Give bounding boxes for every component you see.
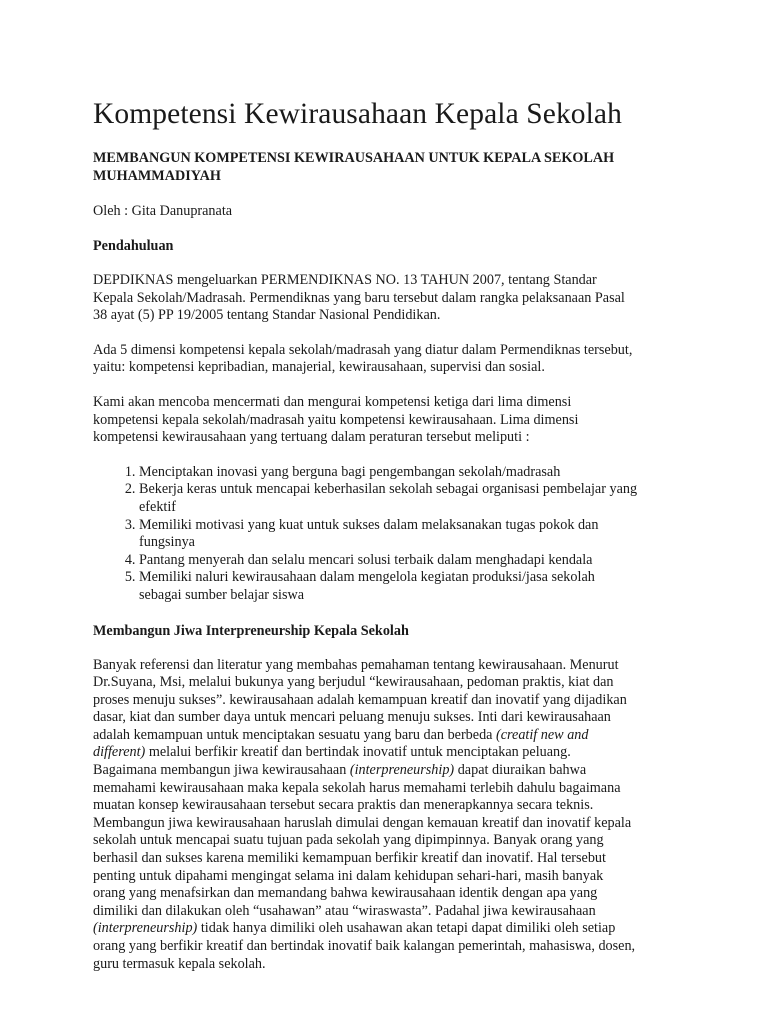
paragraph-line: Dr.Suyana, Msi, melalui bukunya yang berjudul “kewirausahaan, pedoman praktis, kiat dan bbox=[93, 674, 614, 691]
paragraph-line: 38 ayat (5) PP 19/2005 tentang Standar Nasional Pendidikan. bbox=[93, 307, 441, 324]
list-item bbox=[139, 481, 693, 516]
competency-list bbox=[93, 464, 693, 605]
italic-text-run: (interpreneurship) bbox=[93, 920, 198, 937]
list-item-line: sebagai sumber belajar siswa bbox=[139, 586, 305, 603]
list-item-line: 4. Pantang menyerah dan selalu mencari solusi terbaik dalam menghadapi kendala bbox=[139, 551, 593, 568]
paragraph-line: dimiliki dan dilakukan oleh “usahawan” atau “wiraswasta”. Padahal jiwa kewirausahaan bbox=[93, 902, 596, 919]
paragraph-line bbox=[93, 744, 693, 762]
document-subtitle bbox=[93, 149, 693, 185]
paragraph-line: kompetensi kewirausahaan yang tertuang dalam peraturan tersebut meliputi : bbox=[93, 429, 530, 446]
paragraph-line bbox=[93, 727, 693, 745]
paragraph-line: berhasil dan sukses karena memiliki kemampuan berfikir kreatif dan inovatif. Hal tersebut bbox=[93, 850, 606, 867]
paragraph-line: Membangun jiwa kewirausahaan haruslah dimulai dengan kemauan kreatif dan inovatif kepala bbox=[93, 814, 632, 831]
paragraph-line: penting untuk dipahami mengingat selama ini dalam kehidupan sehari-hari, masih banyak bbox=[93, 867, 604, 884]
author-byline: Oleh : Gita Danupranata bbox=[93, 203, 233, 219]
paragraph-line: muatan konsep kewirausahaan tersebut secara praktis dan menerapkannya secara teknis. bbox=[93, 797, 594, 814]
paragraph-line: Ada 5 dimensi kompetensi kepala sekolah/madrasah yang diatur dalam Permendiknas tersebut, bbox=[93, 341, 633, 358]
paragraph-line: proses menuju sukses”. kewirausahaan adalah kemampuan kreatif dan inovatif yang dijadikan bbox=[93, 691, 627, 708]
paragraph-line: orang yang berfikir kreatif dan bertindak inovatif baik kalangan pemerintah, mahasiswa, dosen, bbox=[93, 938, 636, 954]
list-item-line: 2. Bekerja keras untuk mencapai keberhasilan sekolah sebagai organisasi pembelajar yang bbox=[139, 481, 638, 498]
paragraph-3 bbox=[93, 394, 693, 447]
subtitle-line: MEMBANGUN KOMPETENSI KEWIRAUSAHAAN UNTUK KEPALA SEKOLAH bbox=[93, 150, 615, 166]
subtitle-line: MUHAMMADIYAH bbox=[93, 168, 221, 184]
paragraph-2 bbox=[93, 342, 693, 377]
list-item-line: 3. Memiliki motivasi yang kuat untuk sukses dalam melaksanakan tugas pokok dan bbox=[139, 516, 599, 533]
paragraph-line: DEPDIKNAS mengeluarkan PERMENDIKNAS NO. 13 TAHUN 2007, tentang Standar bbox=[93, 272, 597, 288]
paragraph-4 bbox=[93, 657, 693, 974]
paragraph-line: dasar, kiat dan sumber daya untuk mencari peluang menuju sukses. Inti dari kewirausahaan bbox=[93, 709, 611, 726]
list-item-line: fungsinya bbox=[139, 534, 195, 551]
paragraph-line: Banyak referensi dan literatur yang membahas pemahaman tentang kewirausahaan. Menurut bbox=[93, 656, 619, 673]
italic-text-run: (creatif new and bbox=[496, 726, 589, 743]
section-heading-pendahuluan: Pendahuluan bbox=[93, 238, 174, 254]
paragraph-line: sekolah untuk mencapai suatu tujuan pada sekolah yang dipimpinnya. Banyak orang yang bbox=[93, 832, 604, 849]
list-item bbox=[139, 552, 693, 570]
document-content bbox=[93, 96, 693, 973]
section-heading-interpreneurship: Membangun Jiwa Interpreneurship Kepala Sekolah bbox=[93, 622, 409, 639]
text-run: tidak hanya dimiliki oleh usahawan akan tetapi dapat dimiliki oleh setiap bbox=[197, 920, 616, 937]
italic-text-run: different) bbox=[93, 744, 146, 761]
paragraph-line: orang yang menafsirkan dan memandang bahwa kewirausahaan identik dengan apa yang bbox=[93, 885, 598, 902]
text-run: adalah kemampuan untuk menciptakan sesuatu yang baru dan berbeda bbox=[93, 726, 497, 743]
text-run: dapat diuraikan bahwa bbox=[454, 762, 587, 779]
list-item bbox=[139, 517, 693, 552]
paragraph-line: guru termasuk kepala sekolah. bbox=[93, 955, 266, 972]
paragraph-line: kompetensi kepala sekolah/madrasah yaitu kompetensi kewirausahaan. Lima dimensi bbox=[93, 411, 579, 428]
list-item-line: efektif bbox=[139, 498, 177, 515]
list-item bbox=[139, 569, 693, 604]
text-run: melalui berfikir kreatif dan bertindak inovatif untuk menciptakan peluang. bbox=[145, 744, 571, 761]
list-item bbox=[139, 464, 693, 482]
list-item-line: 1. Menciptakan inovasi yang berguna bagi pengembangan sekolah/madrasah bbox=[139, 463, 561, 480]
paragraph-line: yaitu: kompetensi kepribadian, manajerial, kewirausahaan, supervisi dan sosial. bbox=[93, 359, 545, 376]
paragraph-line: Kepala Sekolah/Madrasah. Permendiknas yang baru tersebut dalam rangka pelaksanaan Pasal bbox=[93, 289, 625, 306]
paragraph-line: Kami akan mencoba mencermati dan mengurai kompetensi ketiga dari lima dimensi bbox=[93, 393, 572, 410]
document-title: Kompetensi Kewirausahaan Kepala Sekolah bbox=[93, 98, 622, 130]
paragraph-1 bbox=[93, 272, 693, 325]
paragraph-line bbox=[93, 920, 693, 938]
italic-text-run: (interpreneurship) bbox=[349, 762, 455, 779]
list-item-line: 5. Memiliki naluri kewirausahaan dalam mengelola kegiatan produksi/jasa sekolah bbox=[139, 569, 595, 586]
paragraph-line bbox=[93, 762, 693, 780]
paragraph-line: memahami kewirausahaan maka kepala sekolah harus memahami terlebih dahulu bagaimana bbox=[93, 779, 621, 796]
text-run: Bagaimana membangun jiwa kewirausahaan bbox=[93, 762, 350, 779]
